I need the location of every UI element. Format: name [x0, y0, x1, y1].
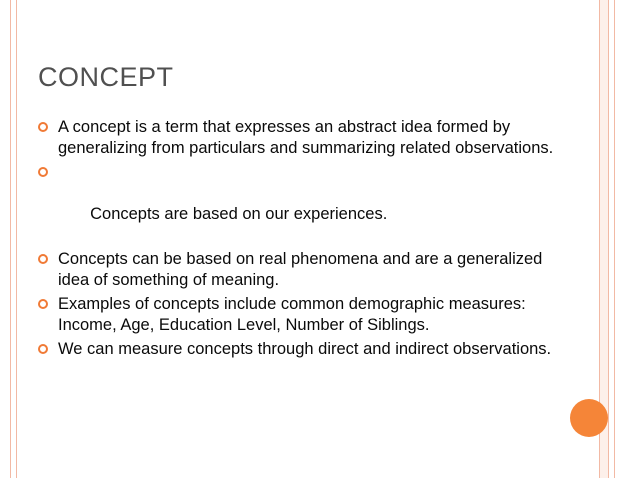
slide-title: CONCEPT: [38, 62, 174, 92]
left-border-line: [10, 0, 11, 478]
bullet-ring-icon: [38, 167, 48, 177]
bullet-item: [38, 117, 558, 159]
bullet-text: Concepts can be based on real phenomena and are a generalized idea of something of meaning.: [58, 250, 543, 289]
right-border-line: [614, 0, 615, 478]
bullet-text: Concepts are based on our experiences.: [85, 205, 388, 223]
left-border-line: [16, 0, 17, 478]
right-border-line: [608, 0, 609, 478]
bullet-ring-icon: [38, 344, 48, 354]
bullet-ring-icon: [38, 299, 48, 309]
bullet-ring-icon: [38, 122, 48, 132]
bullet-item: [38, 162, 558, 246]
bullet-item: [38, 249, 558, 291]
bullet-ring-icon: [38, 254, 48, 264]
bullet-list: [38, 117, 558, 363]
bullet-text: Examples of concepts include common demographic measures: Income, Age, Education Level, Number of Siblings.: [58, 295, 526, 334]
bullet-text: A concept is a term that expresses an abstract idea formed by generalizing from particulars and summarizing related observations.: [58, 118, 554, 157]
bullet-item: [38, 294, 558, 336]
bullet-item: [38, 339, 558, 360]
decorative-orange-circle: [570, 399, 608, 437]
bullet-text: We can measure concepts through direct and indirect observations.: [58, 340, 552, 358]
